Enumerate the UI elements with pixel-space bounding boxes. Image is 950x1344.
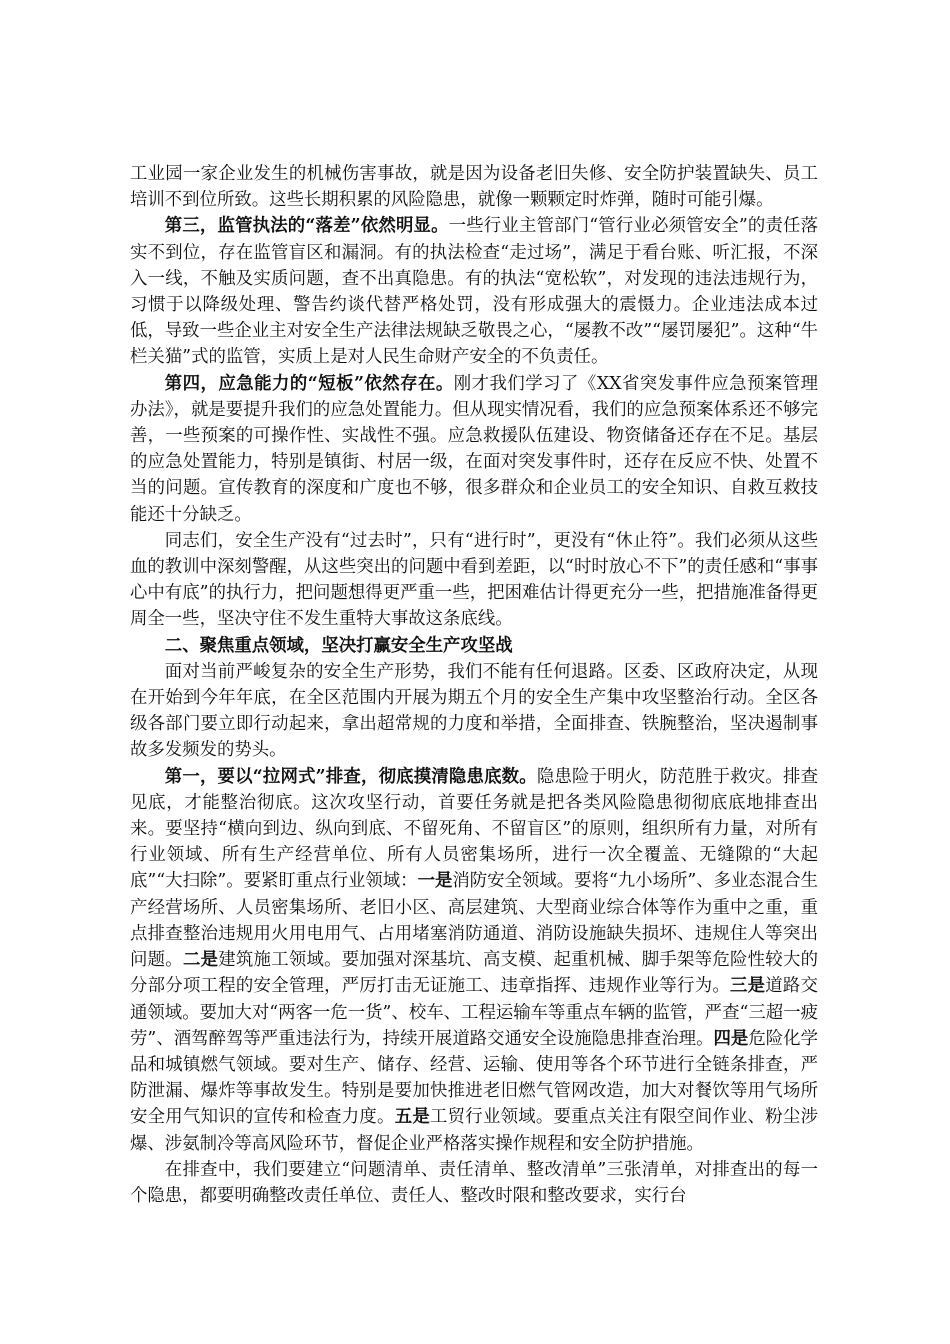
text-run: 同志们，安全生产没有“过去时”，只有“进行时”，更没有“休止符”。我们必须从这些血的教训中深刻警醒，从这些突出的问题中看到差距，以“时时放心不下”的责任感和“事事心中有底”的执行力，把问题想得更严重一些，把困难估计得更充分一些，把措施准备得更周全一些，坚决守住不发生重特大事故这条底线。: [130, 530, 818, 630]
text-run: 在排查中，我们要建立“问题清单、责任清单、整改清单”三张清单，对排查出的每一个隐患，都要明确整改责任单位、责任人、整改时限和整改要求，实行台: [130, 1159, 818, 1206]
paragraph: [130, 528, 818, 633]
bold-text-run: 四是: [713, 1028, 749, 1049]
text-run: 道路交通领域。要加大对“两客一危一货”、校车、工程运输车等重点车辆的监管，严查“三超一疲劳”、酒驾醉驾等严重违法行为，持续开展道路交通安全设施隐患排查治理。: [130, 976, 818, 1049]
bold-text-run: 三是: [729, 976, 766, 997]
bold-text-run: 一是: [417, 871, 453, 892]
text-run: 隐患险于明火，防范胜于救灾。排查见底，才能整治彻底。这次攻坚行动，首要任务就是把各类风险隐患彻彻底底地排查出来。要坚持“横向到边、纵向到底、不留死角、不留盲区”的原则，组织所有力量，对所有行业领域、所有生产经营单位、所有人员密集场所，进行一次全覆盖、无缝隙的“大起底”“大扫除”。要紧盯重点行业领域：: [130, 766, 818, 892]
text-run: 刚才我们学习了《XX省突发事件应急预案管理办法》，就是要提升我们的应急处置能力。但从现实情况看，我们的应急预案体系还不够完善，一些预案的可操作性、实战性不强。应急救援队伍建设、物资储备还存在不足。基层的应急处置能力，特别是镇街、村居一级，在面对突发事件时，还存在反应不快、处置不当的问题。宣传教育的深度和广度也不够，很多群众和企业员工的安全知识、自救互救技能还十分缺乏。: [130, 373, 818, 525]
text-run: 消防安全领域。要将“九小场所”、多业态混合生产经营场所、人员密集场所、老旧小区、高层建筑、大型商业综合体等作为重中之重，重点排查整治违规用火用电用气、占用堵塞消防通道、消防设施缺失损坏、违规住人等突出问题。: [130, 871, 818, 971]
bold-text-run: 五是: [394, 1107, 430, 1128]
text-run: 面对当前严峻复杂的安全生产形势，我们不能有任何退路。区委、区政府决定，从现在开始到今年年底，在全区范围内开展为期五个月的安全生产集中攻坚整治行动。全区各级各部门要立即行动起来，拿出超常规的力度和举措，全面排查、铁腕整治，坚决遏制事故多发频发的势头。: [130, 661, 818, 761]
bold-text-run: 二是: [182, 950, 219, 971]
paragraph: [130, 213, 818, 370]
text-run: 一些行业主管部门“管行业必须管安全”的责任落实不到位，存在监管盲区和漏洞。有的执法检查“走过场”，满足于看台账、听汇报，不深入一线，不触及实质问题，查不出真隐患。有的执法“宽松软”，对发现的违法违规行为，习惯于以降级处理、警告约谈代替严格处罚，没有形成强大的震慑力。企业违法成本过低，导致一些企业主对安全生产法律法规缺乏敬畏之心，“屡教不改”“屡罚屡犯”。这种“牛栏关猫”式的监管，实质上是对人民生命财产安全的不负责任。: [130, 216, 818, 368]
bold-text-run: 第三，监管执法的“落差”依然明显。: [164, 216, 449, 237]
bold-text-run: 二、聚焦重点领域，坚决打赢安全生产攻坚战: [164, 635, 513, 656]
document-body: [130, 161, 818, 1209]
text-run: 危险化学品和城镇燃气领域。要对生产、储存、经营、运输、使用等各个环节进行全链条排查，严防泄漏、爆炸等事故发生。特别是要加快推进老旧燃气管网改造，加大对餐饮等用气场所安全用气知识的宣传和检查力度。: [130, 1028, 818, 1128]
text-run: 工业园一家企业发生的机械伤害事故，就是因为设备老旧失修、安全防护装置缺失、员工培训不到位所致。这些长期积累的风险隐患，就像一颗颗定时炸弹，随时可能引爆。: [130, 164, 818, 211]
paragraph: [130, 1157, 818, 1209]
paragraph: [130, 371, 818, 528]
bold-text-run: 第四，应急能力的“短板”依然存在。: [164, 373, 454, 394]
paragraph: [130, 764, 818, 1157]
text-run: 建筑施工领域。要加强对深基坑、高支模、起重机械、脚手架等危险性较大的分部分项工程的安全管理，严厉打击无证施工、违章指挥、违规作业等行为。: [130, 950, 818, 997]
paragraph: [130, 659, 818, 764]
bold-text-run: 第一，要以“拉网式”排查，彻底摸清隐患底数。: [164, 766, 537, 787]
paragraph: [130, 161, 818, 213]
text-run: 工贸行业领域。要重点关注有限空间作业、粉尘涉爆、涉氨制冷等高风险环节，督促企业严格落实操作规程和安全防护措施。: [130, 1107, 818, 1154]
paragraph: [130, 633, 818, 659]
